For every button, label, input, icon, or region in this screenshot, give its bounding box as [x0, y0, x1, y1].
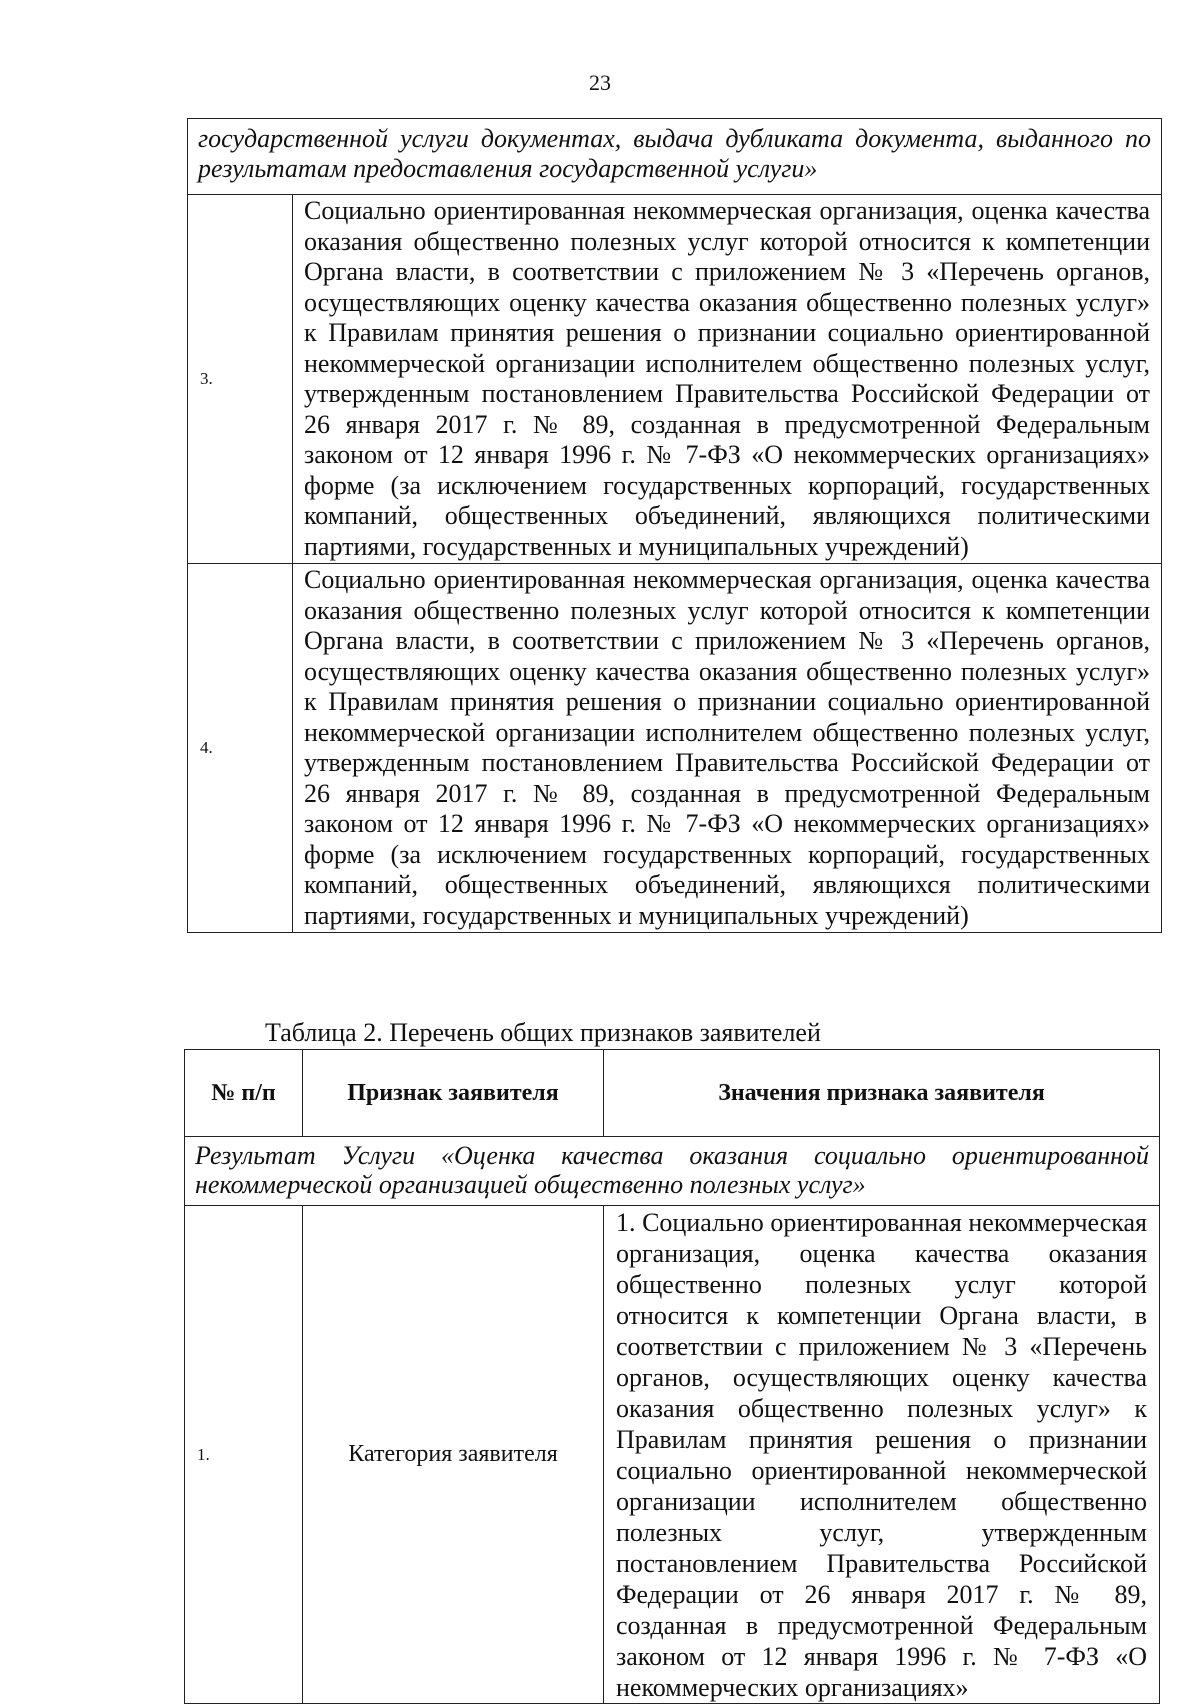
table-caption: Таблица 2. Перечень общих признаков заявителей [265, 1018, 821, 1047]
row-number: 4. [188, 564, 293, 933]
applicant-features-table [184, 1049, 1160, 1704]
row-value: 1. Социально ориентированная некоммерческая организация, оценка качества оказания общественно полезных услуг которой относится к компетенции Органа власти, в соответствии с приложением № 3 «Перечень органов, осуществляющих оценку качества оказания общественно полезных услуг» к Правилам принятия решения о признании социально ориентированной некоммерческой организации исполнителем общественно полезных услуг, утвержденным постановлением Правительства Российской Федерации от 26 января 2017 г. № 89, созданная в предусмотренной Федеральным законом от 12 января 1996 г. № 7-ФЗ «О некоммерческих организациях» [604, 1206, 1160, 1704]
column-header-values: Значения признака заявителя [604, 1050, 1160, 1137]
row-feature: Категория заявителя [303, 1206, 604, 1704]
table-row [185, 1137, 1160, 1206]
column-header-feature: Признак заявителя [303, 1050, 604, 1137]
row-description: Социально ориентированная некоммерческая организация, оценка качества оказания общественно полезных услуг которой относится к компетенции Органа власти, в соответствии с приложением № 3 «Перечень органов, осуществляющих оценку качества оказания общественно полезных услуг» к Правилам принятия решения о признании социально ориентированной некоммерческой организации исполнителем общественно полезных услуг, утвержденным постановлением Правительства Российской Федерации от 26 января 2017 г. № 89, созданная в предусмотренной Федеральным законом от 12 января 1996 г. № 7-ФЗ «О некоммерческих организациях» форме (за исключением государственных корпораций, государственных компаний, общественных объединений, являющихся политическими партиями, государственных и муниципальных учреждений) [293, 564, 1162, 933]
column-header-number: № п/п [185, 1050, 303, 1137]
row-description: Социально ориентированная некоммерческая организация, оценка качества оказания общественно полезных услуг которой относится к компетенции Органа власти, в соответствии с приложением № 3 «Перечень органов, осуществляющих оценку качества оказания общественно полезных услуг» к Правилам принятия решения о признании социально ориентированной некоммерческой организации исполнителем общественно полезных услуг, утвержденным постановлением Правительства Российской Федерации от 26 января 2017 г. № 89, созданная в предусмотренной Федеральным законом от 12 января 1996 г. № 7-ФЗ «О некоммерческих организациях» форме (за исключением государственных корпораций, государственных компаний, общественных объединений, являющихся политическими партиями, государственных и муниципальных учреждений) [293, 195, 1162, 564]
table-section-header: государственной услуги документах, выдача дубликата документа, выданного по результатам предоставления государственной услуги» [188, 119, 1162, 195]
table-row [185, 1206, 1160, 1704]
table-row [188, 564, 1162, 933]
table-row [188, 119, 1162, 195]
table-row [188, 195, 1162, 564]
table-header-row [185, 1050, 1160, 1137]
table-section-header: Результат Услуги «Оценка качества оказания социально ориентированной некоммерческой организацией общественно полезных услуг» [185, 1137, 1160, 1206]
row-number: 1. [185, 1206, 303, 1704]
row-number: 3. [188, 195, 293, 564]
applicant-variants-table [187, 118, 1162, 933]
page-number: 23 [589, 70, 611, 95]
